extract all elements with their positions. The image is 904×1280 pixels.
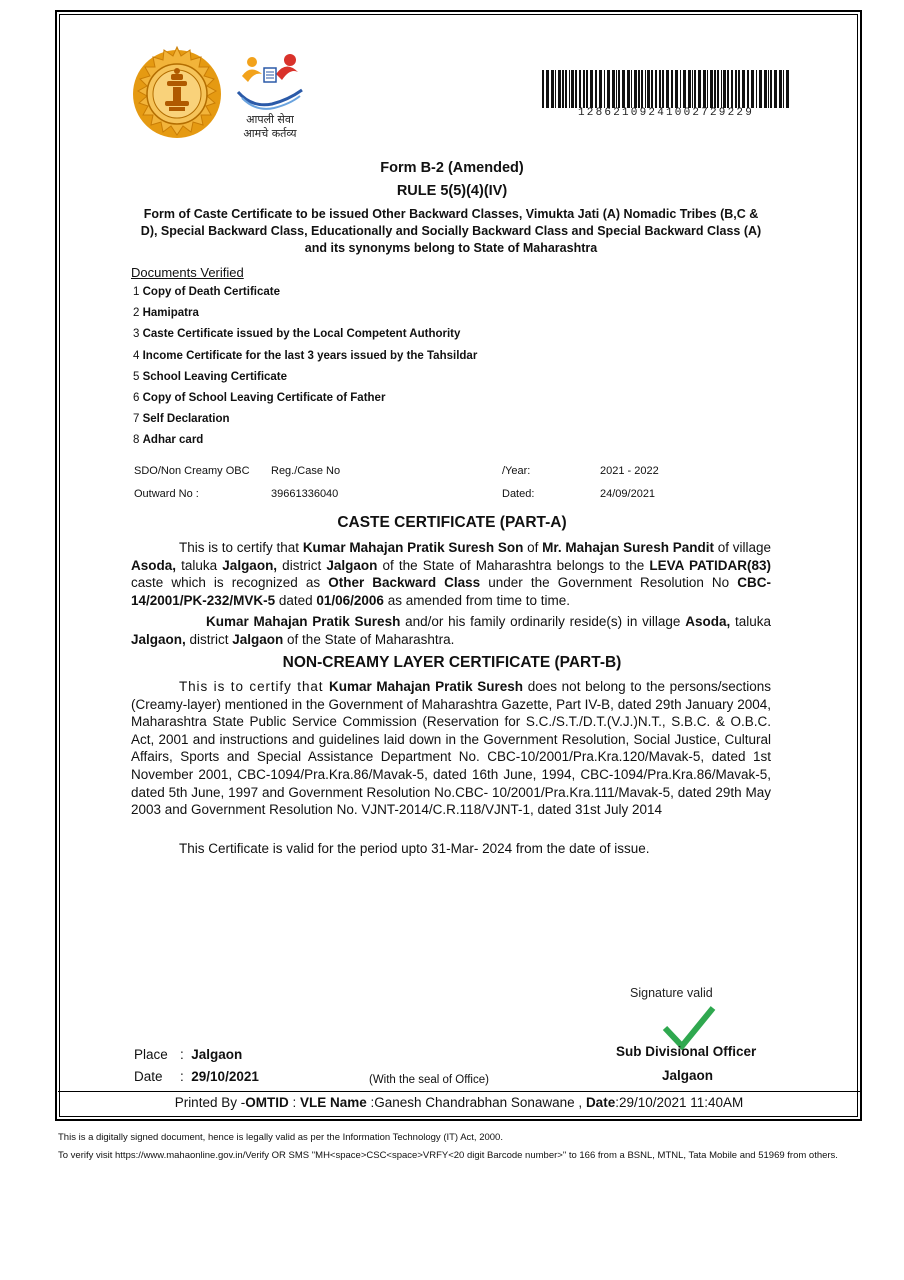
doc-number: 2 [133, 307, 140, 320]
doc-number: 8 [133, 434, 140, 447]
list-item [133, 371, 477, 392]
footer-verify-note: To verify visit https://www.mahaonline.gov.in/Verify OR SMS "MH<space>CSC<space>VRFY<20 digit Barcode number>" to 166 from a BSNL, MTNL, Tata Mobile and 51969 from others. [58, 1150, 838, 1161]
tagline-line-2: आमचे कर्तव्य [243, 127, 297, 140]
signature-status: Signature valid [630, 986, 713, 1000]
list-item [133, 286, 477, 307]
list-item [133, 413, 477, 434]
office-label: SDO/Non Creamy OBC [134, 465, 250, 477]
dated-label: Dated: [502, 488, 535, 500]
part-a-paragraph-2: Kumar Mahajan Pratik Suresh and/or his family ordinarily reside(s) in village Asoda, taluka Jalgaon, district Jalgaon of the State of Maharashtra. [131, 614, 771, 647]
doc-text: School Leaving Certificate [142, 370, 288, 383]
doc-text: Self Declaration [142, 413, 230, 426]
documents-heading: Documents Verified [131, 265, 244, 280]
footer-legal-note: This is a digitally signed document, hence is legally valid as per the Information Technology (IT) Act, 2000. [58, 1132, 503, 1143]
part-b-paragraph: This is to certify that Kumar Mahajan Pratik Suresh does not belong to the persons/sections (Creamy-layer) mentioned in the Government of Maharashtra Gazette, Part IV-B, dated 29th January 2004, Maharashtra State Public Service Commission (Reservation for S.C./S.T./D.T.(V.J.)N.T., S.B.C. & O.B.C. Act, 2001 and instructions and guidelines laid down in the Government Resolution, Social Justice, Cultural Affairs, Sports and Special Assistance Department No. CBC-10/2001/Pra.Kra.120/Mavak-5, dated 1st November 2001, CBC-1094/Pra.Kra.86/Mavak-5, dated 16th June, 1994, CBC-1094/Pra.Kra.86/Mavak-5, dated 5th June, 1997 and Government Resolution No.CBC- 10/2001/Pra.Kra.111/Mavak-5, dated 29th May 2003 and Government Resolution No. VJNT-2014/C.R.118/VJNT-1, dated 31st July 2014 [131, 679, 771, 818]
year-value: 2021 - 2022 [600, 465, 659, 477]
place-value: Jalgaon [191, 1047, 243, 1062]
officer-title: Sub Divisional Officer [616, 1044, 757, 1059]
tagline-line-1: आपली सेवा [246, 113, 294, 126]
doc-text: Caste Certificate issued by the Local Competent Authority [142, 328, 461, 341]
doc-number: 4 [133, 349, 140, 362]
list-item [133, 434, 477, 455]
part-b-heading: NON-CREAMY LAYER CERTIFICATE (PART-B) [282, 654, 622, 671]
form-title: Form B-2 (Amended) [380, 160, 524, 176]
date-value: 29/10/2021 [191, 1069, 259, 1084]
outward-label: Outward No : [134, 488, 199, 500]
doc-text: Adhar card [142, 434, 204, 447]
documents-list [133, 286, 477, 456]
list-item [133, 392, 477, 413]
officer-place: Jalgaon [662, 1068, 714, 1083]
barcode-number: 12862109241002729229 [577, 107, 755, 119]
validity-text: This Certificate is valid for the period upto 31-Mar- 2024 from the date of issue. [179, 841, 650, 856]
printed-by: Printed By -OMTID : VLE Name :Ganesh Chandrabhan Sonawane , Date:29/10/2021 11:40AM [174, 1095, 744, 1110]
doc-text: Copy of Death Certificate [142, 286, 280, 298]
date-row: Date : 29/10/2021 [134, 1069, 259, 1084]
doc-text: Hamipatra [142, 307, 199, 320]
reg-case-label: Reg./Case No [271, 465, 341, 477]
doc-number: 6 [133, 391, 140, 404]
doc-text: Copy of School Leaving Certificate of Father [142, 391, 386, 404]
part-a-paragraph-1: This is to certify that Kumar Mahajan Pratik Suresh Son of Mr. Mahajan Suresh Pandit of village Asoda, taluka Jalgaon, district Jalgaon of the State of Maharashtra belongs to the LEVA PATIDAR(83) caste which is recognized as Other Backward Class under the Government Resolution No CBC-14/2001/PK-232/MVK-5 dated 01/06/2006 as amended from time to time. [131, 540, 772, 608]
outward-row [134, 488, 694, 504]
place-row: Place : Jalgaon [134, 1047, 243, 1062]
rule-title: RULE 5(5)(4)(IV) [396, 183, 508, 199]
doc-number: 1 [133, 286, 140, 298]
dated-value: 24/09/2021 [600, 488, 656, 500]
place-label: Place [134, 1047, 168, 1062]
doc-number: 3 [133, 328, 140, 341]
form-subtitle: Form of Caste Certificate to be issued Other Backward Classes, Vimukta Jati (A) Nomadic Tribes (B,C & D), Special Backward Class, Educationally and Socially Backward Class and Special Backward Class (A) and its synonyms belong to State of Maharashtra [140, 207, 762, 255]
seal-note: (With the seal of Office) [369, 1074, 489, 1086]
divider [58, 1091, 860, 1092]
aple-seva-tagline [232, 113, 308, 141]
registration-row [134, 465, 694, 481]
list-item [133, 307, 477, 328]
doc-number: 7 [133, 413, 140, 426]
barcode-icon [540, 70, 792, 108]
outward-value: 39661336040 [271, 488, 339, 500]
year-label: /Year: [502, 465, 531, 477]
doc-number: 5 [133, 370, 140, 383]
part-a-heading: CASTE CERTIFICATE (PART-A) [337, 514, 567, 531]
doc-text: Income Certificate for the last 3 years issued by the Tahsildar [142, 349, 478, 362]
date-label: Date [134, 1069, 163, 1084]
list-item [133, 350, 477, 371]
list-item [133, 328, 477, 349]
maharashtra-emblem-icon [127, 44, 227, 144]
